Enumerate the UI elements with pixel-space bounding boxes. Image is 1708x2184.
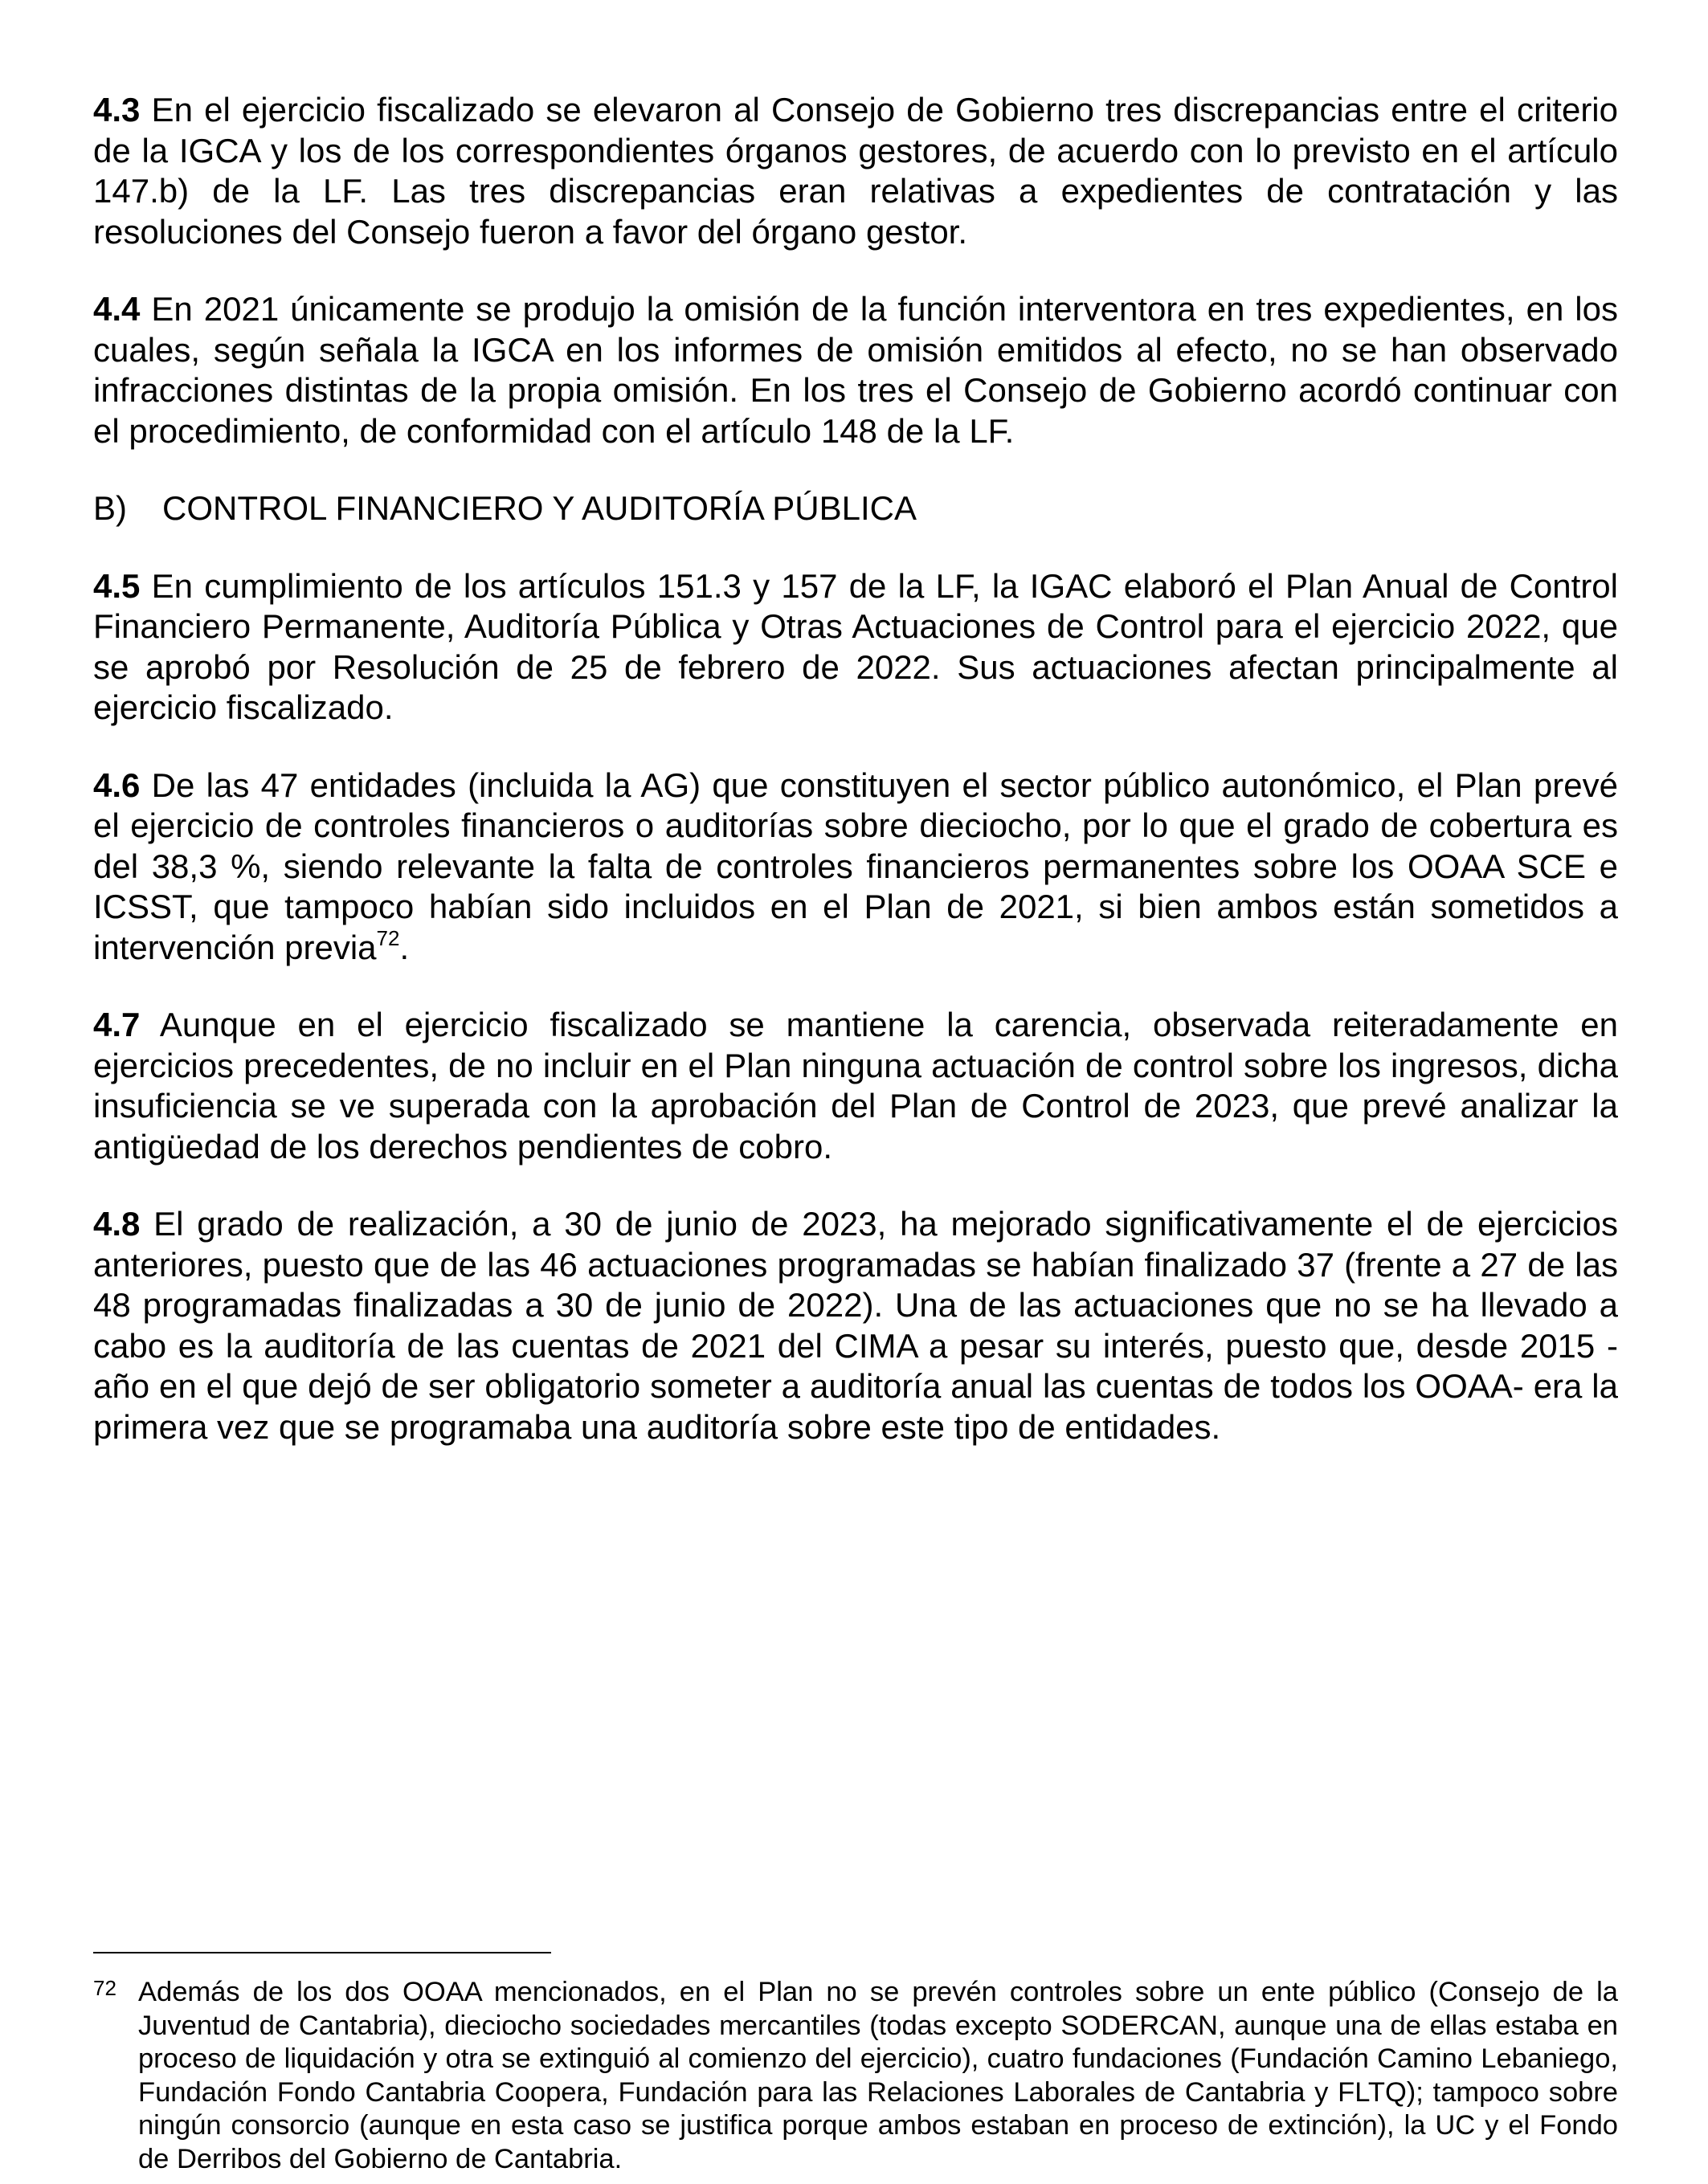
paragraph-4-3	[93, 90, 1618, 252]
paragraph-number: 4.8	[93, 1205, 141, 1243]
document-body	[93, 90, 1618, 1447]
paragraph-text: Aunque en el ejercicio fiscalizado se mantiene la carencia, observada reiteradamente en ejercicios precedentes, de no incluir en el Plan ninguna actuación de control sobre los ingresos, dicha insuficiencia se ve superada con la aprobación del Plan de Control de 2023, que prevé analizar la antigüedad de los derechos pendientes de cobro.	[93, 1006, 1618, 1165]
paragraph-number: 4.5	[93, 566, 141, 605]
paragraph-number: 4.6	[93, 765, 141, 804]
paragraph-4-6	[93, 765, 1618, 969]
paragraph-text-end: .	[399, 928, 410, 966]
paragraph-text: El grado de realización, a 30 de junio de 2023, ha mejorado significativamente el de ejercicios anteriores, puesto que de las 46 actuaciones programadas se habían finalizado 37 (frente a 27 de las 48 programadas finalizadas a 30 de junio de 2022). Una de las actuaciones que no se ha llevado a cabo es la auditoría de las cuentas de 2021 del CIMA a pesar su interés, puesto que, desde 2015 -año en el que dejó de ser obligatorio someter a auditoría anual las cuentas de todos los OOAA- era la primera vez que se programaba una auditoría sobre este tipo de entidades.	[93, 1205, 1618, 1446]
footnote-text: Además de los dos OOAA mencionados, en el Plan no se prevén controles sobre un ente público (Consejo de la Juventud de Cantabria), dieciocho sociedades mercantiles (todas excepto SODERCAN, aunque una de ellas estaba en proceso de liquidación y otra se extinguió al comienzo del ejercicio), cuatro fundaciones (Fundación Camino Lebaniego, Fundación Fondo Cantabria Coopera, Fundación para las Relaciones Laborales de Cantabria y FLTQ); tampoco sobre ningún consorcio (aunque en esta caso se justifica porque ambos estaban en proceso de extinción), la UC y el Fondo de Derribos del Gobierno de Cantabria.	[138, 1977, 1618, 2174]
footnote-72	[93, 1976, 1618, 2176]
section-heading	[93, 488, 1618, 529]
footnote-separator	[93, 1952, 551, 1953]
footnote-number: 72	[93, 1976, 116, 2000]
paragraph-4-4	[93, 289, 1618, 451]
paragraph-4-7	[93, 1005, 1618, 1167]
paragraph-4-8	[93, 1204, 1618, 1447]
paragraph-number: 4.7	[93, 1006, 141, 1043]
section-title: CONTROL FINANCIERO Y AUDITORÍA PÚBLICA	[162, 489, 917, 527]
section-letter: B)	[93, 489, 127, 527]
footnote-reference[interactable]: 72	[376, 925, 400, 950]
paragraph-text: En el ejercicio fiscalizado se elevaron al Consejo de Gobierno tres discrepancias entre el criterio de la IGCA y los de los correspondientes órganos gestores, de acuerdo con lo previsto en el artículo 147.b) de la LF. Las tres discrepancias eran relativas a expedientes de contratación y las resoluciones del Consejo fueron a favor del órgano gestor.	[93, 91, 1618, 251]
paragraph-text: En cumplimiento de los artículos 151.3 y 157 de la LF, la IGAC elaboró el Plan Anual de Control Financiero Permanente, Auditoría Pública y Otras Actuaciones de Control para el ejercicio 2022, que se aprobó por Resolución de 25 de febrero de 2022. Sus actuaciones afectan principalmente al ejercicio fiscalizado.	[93, 566, 1618, 726]
paragraph-4-5	[93, 566, 1618, 729]
paragraph-text: De las 47 entidades (incluida la AG) que constituyen el sector público autonómico, el Plan prevé el ejercicio de controles financieros o auditorías sobre dieciocho, por lo que el grado de cobertura es del 38,3 %, siendo relevante la falta de controles financieros permanentes sobre los OOAA SCE e ICSST, que tampoco habían sido incluidos en el Plan de 2021, si bien ambos están sometidos a intervención previa	[93, 765, 1618, 966]
paragraph-text: En 2021 únicamente se produjo la omisión de la función interventora en tres expedientes, en los cuales, según señala la IGCA en los informes de omisión emitidos al efecto, no se han observado infracciones distintas de la propia omisión. En los tres el Consejo de Gobierno acordó continuar con el procedimiento, de conformidad con el artículo 148 de la LF.	[93, 290, 1618, 450]
paragraph-number: 4.4	[93, 290, 141, 328]
paragraph-number: 4.3	[93, 91, 141, 129]
